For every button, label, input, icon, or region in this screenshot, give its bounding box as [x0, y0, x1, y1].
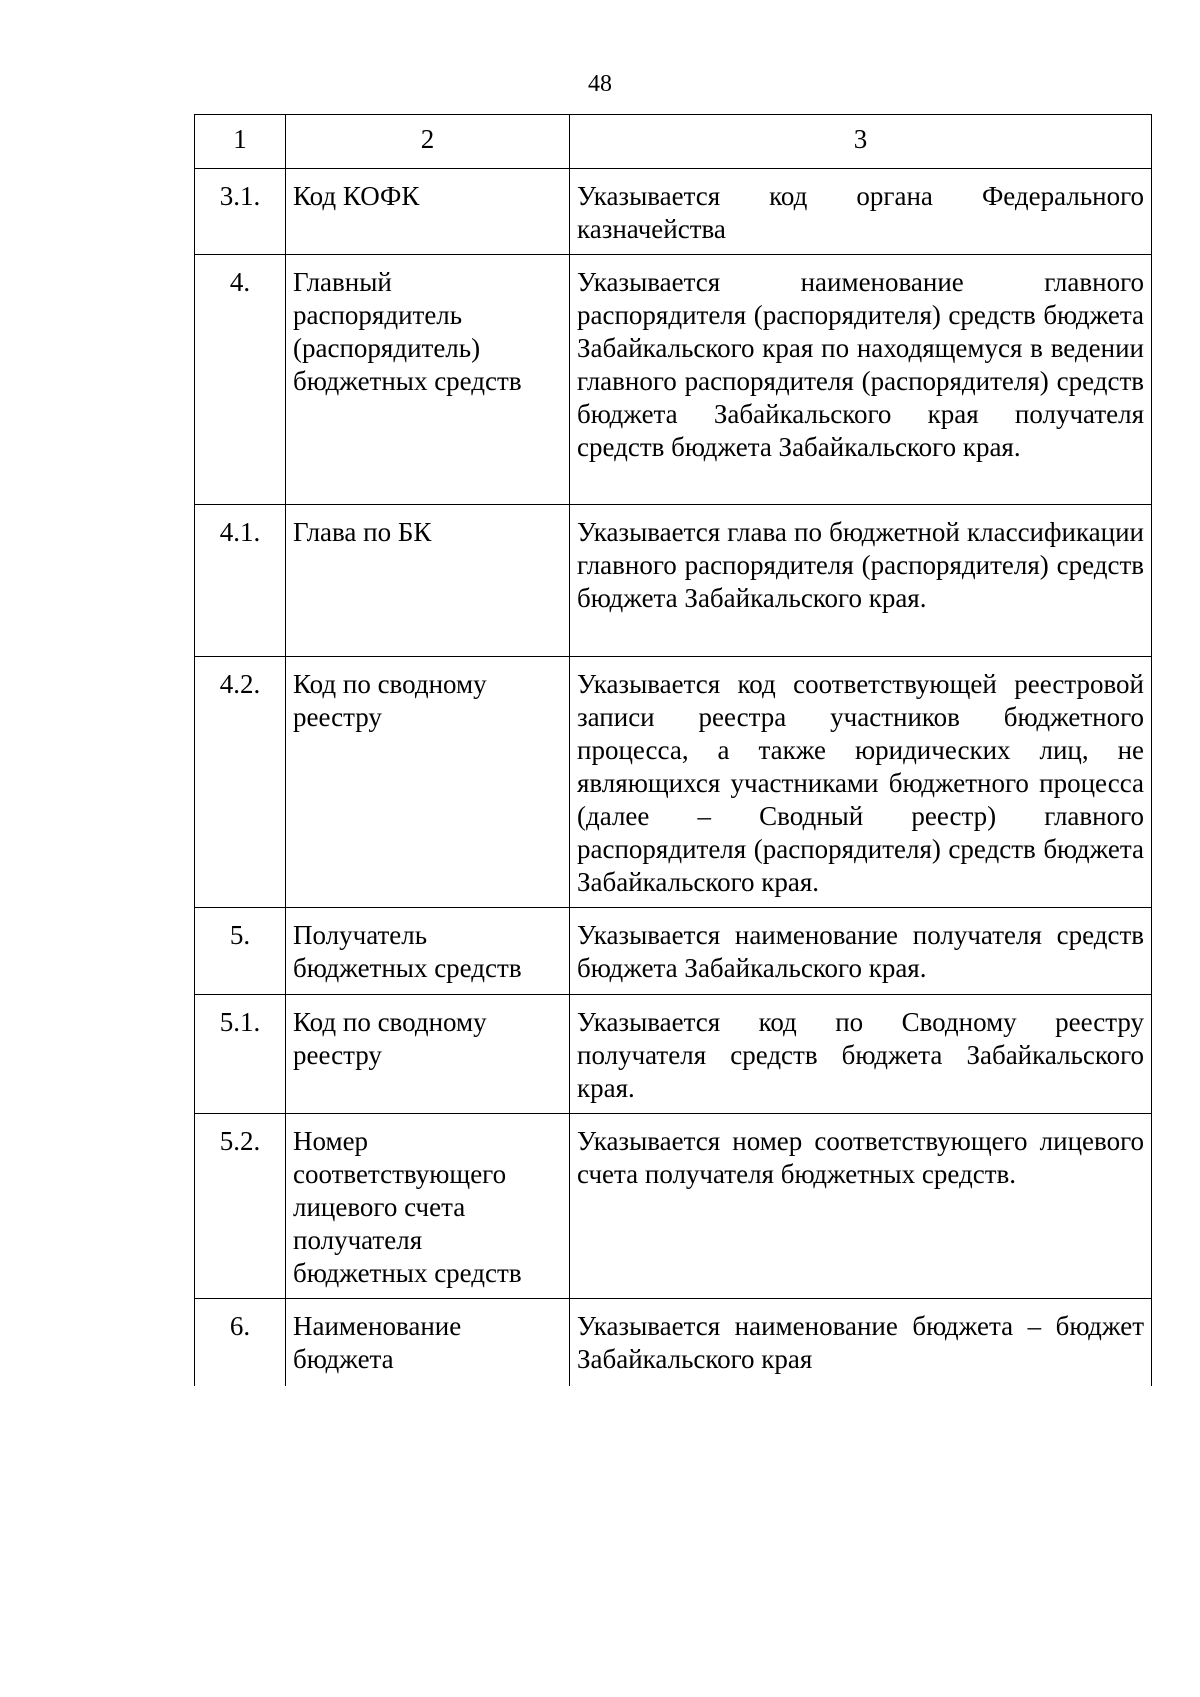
field-name: Получатель бюджетных средств — [286, 908, 570, 995]
table-row — [195, 1299, 1152, 1387]
field-name: Код по сводному реестру — [286, 995, 570, 1114]
field-description: Указывается код по Сводному реестру получателя средств бюджета Забайкальского края. — [570, 995, 1152, 1114]
field-description: Указывается наименование бюджета – бюджет Забайкальского края — [570, 1299, 1152, 1387]
field-name: Код по сводному реестру — [286, 657, 570, 908]
field-description: Указывается код органа Федерального казначейства — [570, 169, 1152, 255]
field-name: Наименование бюджета — [286, 1299, 570, 1387]
page-number: 48 — [588, 71, 612, 97]
field-name: Глава по БК — [286, 505, 570, 657]
field-description: Указывается номер соответствующего лицевого счета получателя бюджетных средств. — [570, 1114, 1152, 1299]
table-row — [195, 657, 1152, 908]
table-row — [195, 169, 1152, 255]
column-header-3: 3 — [570, 115, 1152, 169]
field-name: Код КОФК — [286, 169, 570, 255]
row-number: 4. — [195, 255, 286, 505]
table-row — [195, 1114, 1152, 1299]
field-name: Номер соответствующего лицевого счета получателя бюджетных средств — [286, 1114, 570, 1299]
field-name: Главный распорядитель (распорядитель) бюджетных средств — [286, 255, 570, 505]
column-header-1: 1 — [195, 115, 286, 169]
row-number: 4.2. — [195, 657, 286, 908]
table-row — [195, 505, 1152, 657]
table-row — [195, 908, 1152, 995]
column-header-2: 2 — [286, 115, 570, 169]
row-number: 4.1. — [195, 505, 286, 657]
table-row — [195, 255, 1152, 505]
field-description: Указывается наименование получателя средств бюджета Забайкальского края. — [570, 908, 1152, 995]
row-number: 5.1. — [195, 995, 286, 1114]
field-description: Указывается глава по бюджетной классификации главного распорядителя (распорядителя) средств бюджета Забайкальского края. — [570, 505, 1152, 657]
field-description: Указывается код соответствующей реестровой записи реестра участников бюджетного процесса, а также юридических лиц, не являющихся участниками бюджетного процесса (далее – Сводный реестр) главного распорядителя (распорядителя) средств бюджета Забайкальского края. — [570, 657, 1152, 908]
row-number: 5. — [195, 908, 286, 995]
row-number: 3.1. — [195, 169, 286, 255]
table-header-row — [195, 115, 1152, 169]
document-table — [194, 114, 1152, 1386]
row-number: 5.2. — [195, 1114, 286, 1299]
row-number: 6. — [195, 1299, 286, 1387]
table-row — [195, 995, 1152, 1114]
field-description: Указывается наименование главного распорядителя (распорядителя) средств бюджета Забайкальского края по находящемуся в ведении главного распорядителя (распорядителя) средств бюджета Забайкальского края получателя средств бюджета Забайкальского края. — [570, 255, 1152, 505]
